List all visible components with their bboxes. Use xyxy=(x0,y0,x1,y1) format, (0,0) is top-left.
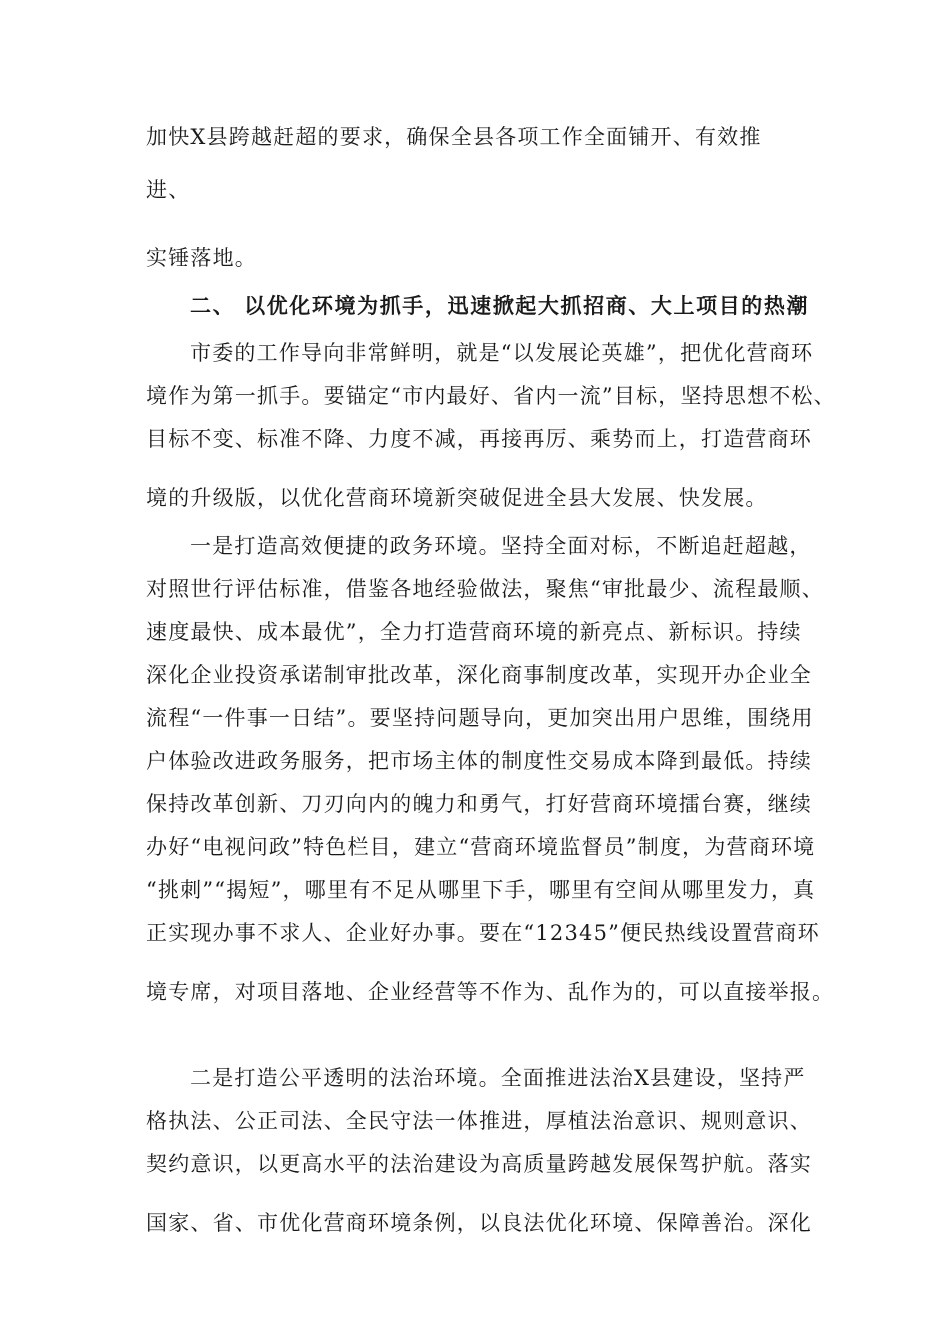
text-line: 境的升级版，以优化营商环境新突破促进全县大发展、快发展。 xyxy=(146,486,768,510)
text-line: 办好“电视问政”特色栏目，建立“营商环境监督员”制度，为营商环境 xyxy=(146,835,816,859)
text-line: 境作为第一抓手。要锚定“市内最好、省内一流”目标，坚持思想不松、 xyxy=(146,384,836,408)
text-line: 对照世行评估标准，借鉴各地经验做法，聚焦“审批最少、流程最顺、 xyxy=(146,577,824,601)
text-line: 深化企业投资承诺制审批改革，深化商事制度改革，实现开办企业全 xyxy=(146,663,812,687)
text-line: 市委的工作导向非常鲜明，就是“以发展论英雄”，把优化营商环 xyxy=(190,341,814,365)
text-line: 国家、省、市优化营商环境条例，以良法优化环境、保障善治。深化 xyxy=(146,1211,812,1235)
text-line: “挑刺”“揭短”，哪里有不足从哪里下手，哪里有空间从哪里发力，真 xyxy=(146,878,816,902)
text-line: 契约意识，以更高水平的法治建设为高质量跨越发展保驾护航。落实 xyxy=(146,1152,812,1176)
text-line: 正实现办事不求人、企业好办事。要在“12345”便民热线设置营商环 xyxy=(146,921,820,945)
text-line: 实锤落地。 xyxy=(146,246,257,270)
text-line: 目标不变、标准不降、力度不减，再接再厉、乘势而上，打造营商环 xyxy=(146,427,812,451)
text-line: 户体验改进政务服务，把市场主体的制度性交易成本降到最低。持续 xyxy=(146,749,812,773)
section-heading: 二、 以优化环境为抓手，迅速掀起大抓招商、大上项目的热潮 xyxy=(190,293,810,318)
text-line: 进、 xyxy=(146,178,191,202)
text-line: 加快X县跨越赶超的要求，确保全县各项工作全面铺开、有效推 xyxy=(146,125,762,149)
text-line: 保持改革创新、刀刃向内的魄力和勇气，打好营商环境擂台赛，继续 xyxy=(146,792,812,816)
text-line: 二是打造公平透明的法治环境。全面推进法治X县建设，坚持严 xyxy=(190,1066,806,1090)
text-line: 流程“一件事一日结”。要坚持问题导向，更加突出用户思维，围绕用 xyxy=(146,706,814,730)
text-line: 一是打造高效便捷的政务环境。坚持全面对标，不断追赶超越， xyxy=(190,534,812,558)
text-line: 速度最快、成本最优”，全力打造营商环境的新亮点、新标识。持续 xyxy=(146,620,802,644)
text-line: 格执法、公正司法、全民守法一体推进，厚植法治意识、规则意识、 xyxy=(146,1109,812,1133)
text-line: 境专席，对项目落地、企业经营等不作为、乱作为的，可以直接举报。 xyxy=(146,980,835,1004)
